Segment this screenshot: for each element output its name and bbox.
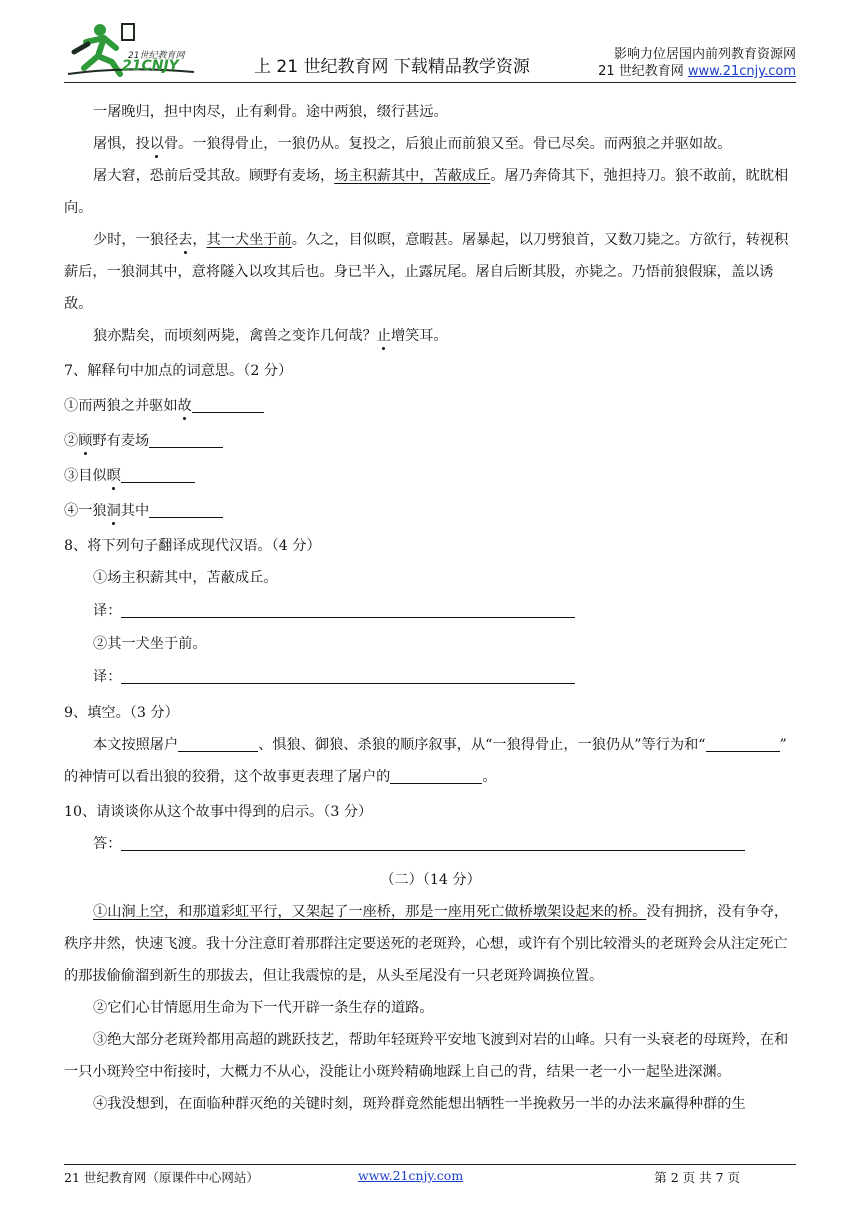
passage-paragraph-3: 屠大窘，恐前后受其敌。顾野有麦场，场主积薪其中，苫蔽成丘。屠乃奔倚其下，弛担持刀。狼不敢前，眈眈相向。 — [64, 168, 789, 216]
question-9-body: 本文按照屠户 、惧狼、御狼、杀狼的顺序叙事，从“一狼得骨止，一狼仍从”等行为和“ ” 的神情可以看出狼的狡猾，这个故事更表理了屠户的 。 — [64, 729, 797, 793]
dotted-word: 止 — [376, 328, 391, 344]
question-10-answer: 答： — [64, 828, 797, 861]
footer-divider — [64, 1164, 796, 1165]
answer-blank[interactable] — [149, 500, 223, 518]
document-body — [64, 96, 797, 1120]
header-slogan-line1: 影响力位居国内前列教育资源网 — [613, 47, 796, 62]
dotted-word: 瞑 — [106, 468, 121, 484]
page-number: 第 2 页 共 7 页 — [654, 1170, 740, 1185]
answer-blank[interactable] — [149, 430, 223, 448]
section-2-paragraph-1: ①山涧上空，和那道彩虹平行，又架起了一座桥，那是一座用死亡做桥墩架设起来的桥。没有拥挤，没有争夺，秩序井然，快速飞渡。我十分注意盯着那群注定要送死的老斑羚，心想，或许有个别比较滑头的老斑羚会从注定死亡的那拔偷偷溜到新生的那拔去，但让我震惊的是，从头至尾没有一只老斑羚调换位置。 — [64, 904, 789, 984]
header-slogan-line2 — [598, 63, 796, 80]
header-title: 上 21 世纪教育网 下载精品教学资源 — [254, 57, 530, 77]
section-2-paragraph-3: ③绝大部分老斑羚都用高超的跳跃技艺，帮助年轻斑羚平安地飞渡到对岩的山峰。只有一头衰老的母斑羚，在和一只小斑羚空中衔接时，大概力不从心，没能让小斑羚精确地踩上自己的背，结果一老一小一起坠进深渊。 — [64, 1032, 789, 1080]
question-7-title: 7、解释句中加点的词意思。（2 分） — [64, 363, 293, 379]
footer-site-name: 21 世纪教育网（原课件中心网站） — [64, 1170, 259, 1185]
footer-site-link[interactable]: www.21cnjy.com — [358, 1168, 464, 1183]
section-2-paragraph-2: ②它们心甘情愿用生命为下一代开辟一条生存的道路。 — [93, 1000, 434, 1016]
question-8-title: 8、将下列句子翻译成现代汉语。（4 分） — [64, 538, 321, 554]
passage-paragraph-4: 少时，一狼径去，其一犬坐于前。久之，目似瞑，意暇甚。屠暴起，以刀劈狼首，又数刀毙之。方欲行，转视积薪后，一狼洞其中，意将隧入以攻其后也。身已半入，止露尻尾。屠自后断其股，亦毙之。乃悟前狼假寐，盖以诱敌。 — [64, 232, 789, 312]
header-site-name: 21 世纪教育网 — [598, 64, 688, 79]
answer-blank[interactable] — [706, 734, 780, 752]
underlined-sentence: 其一犬坐于前 — [206, 232, 292, 248]
dotted-word: 顾 — [78, 433, 93, 449]
section-2-paragraph-4: ④我没想到，在面临种群灭绝的关键时刻，斑羚群竟然能想出牺牲一半挽救另一半的办法来赢得种群的生 — [93, 1096, 746, 1112]
question-10-title: 10、请谈谈你从这个故事中得到的启示。（3 分） — [64, 804, 373, 820]
answer-blank[interactable] — [192, 395, 264, 413]
passage-paragraph-2: 屠惧，投以骨。一狼得骨止，一狼仍从。复投之，后狼止而前狼又至。骨已尽矣。而两狼之并驱如故。 — [93, 136, 732, 152]
section-2-title: （二）（14 分） — [380, 872, 481, 888]
question-7-item-3: ③目似瞑 — [64, 460, 797, 492]
question-8-sentence-1: ①场主积薪其中，苫蔽成丘。 — [93, 570, 278, 586]
logo-subtext: 21CNJY — [122, 58, 179, 74]
question-7-item-2: ②顾野有麦场 — [64, 425, 797, 457]
answer-blank[interactable] — [390, 766, 482, 784]
dotted-word: 洞 — [106, 503, 121, 519]
logo-text: 21世纪教育网 — [128, 51, 185, 61]
answer-line[interactable] — [121, 666, 575, 684]
dotted-word: 以 — [149, 136, 164, 152]
underlined-sentence: ①山涧上空，和那道彩虹平行，又架起了一座桥，那是一座用死亡做桥墩架设起来的桥。 — [93, 904, 647, 920]
dotted-word: 故 — [177, 398, 192, 414]
question-8-sentence-2: ②其一犬坐于前。 — [93, 636, 207, 652]
question-7-item-1: ①而两狼之并驱如故 — [64, 390, 797, 422]
answer-line[interactable] — [121, 833, 745, 851]
passage-paragraph-1: 一屠晚归，担中肉尽，止有剩骨。途中两狼，缀行甚远。 — [93, 104, 448, 120]
question-8-answer-2: 译： — [64, 661, 797, 694]
answer-blank[interactable] — [121, 465, 195, 483]
question-9-title: 9、填空。（3 分） — [64, 705, 179, 721]
header-slogan — [598, 46, 796, 80]
passage-paragraph-5: 狼亦黠矣，而顷刻两毙，禽兽之变诈几何哉？止增笑耳。 — [93, 328, 448, 344]
header-divider — [64, 82, 796, 83]
question-7-item-4: ④一狼洞其中 — [64, 495, 797, 527]
question-8-answer-1: 译： — [64, 595, 797, 628]
answer-line[interactable] — [121, 600, 575, 618]
underlined-sentence: 场主积薪其中，苫蔽成丘 — [334, 168, 491, 184]
answer-blank[interactable] — [178, 734, 258, 752]
dotted-word: 去 — [178, 232, 193, 248]
header-site-link[interactable]: www.21cnjy.com — [687, 64, 796, 79]
page-header — [64, 18, 796, 82]
